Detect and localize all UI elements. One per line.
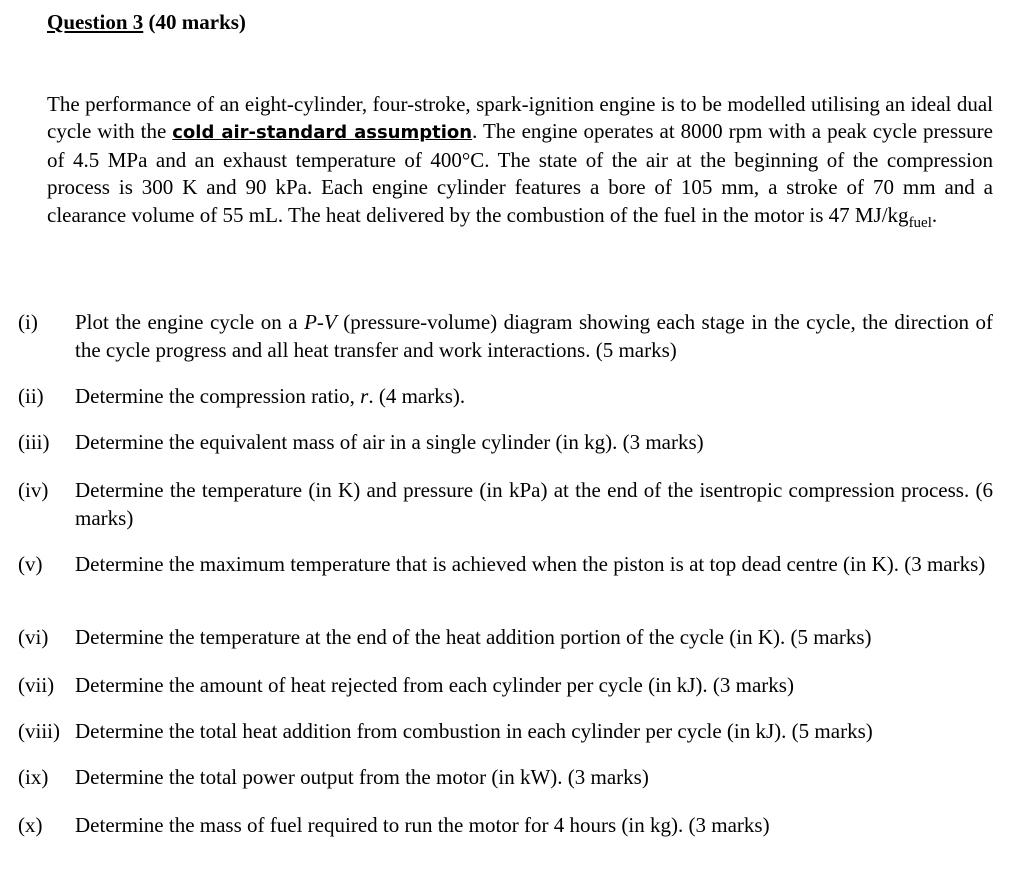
question-item-number: (iv) (18, 478, 49, 502)
question-total-marks: (40 marks) (143, 10, 246, 34)
question-number-label: Question 3 (47, 10, 144, 34)
question-item-number: (v) (18, 552, 43, 576)
question-item-text: Determine the total power output from the motor (in kW). (3 marks) (75, 765, 649, 789)
assumption-term: cold air-standard assumption (172, 122, 473, 144)
question-item-number: (x) (18, 813, 43, 837)
problem-text-part1: The performance of an eight-cylinder, four-stroke, spark-ignition engine is to be modelled utilising an ideal dual cycle with the (47, 92, 993, 144)
question-item-number: (iii) (18, 430, 50, 454)
question-item-number: (i) (18, 310, 38, 334)
question-item-number: (ix) (18, 765, 49, 789)
question-item-ix (18, 764, 993, 792)
question-text-pre: Plot the engine cycle on a (75, 310, 305, 334)
ratio-italic: r (360, 384, 369, 408)
question-item-viii (18, 718, 993, 746)
question-item-text: Determine the amount of heat rejected from each cylinder per cycle (in kJ). (3 marks) (75, 673, 794, 697)
pv-italic: P-V (304, 310, 337, 334)
question-item-i (18, 309, 993, 364)
question-text-post: (pressure-volume) diagram showing each stage in the cycle, the direction of the cycle progress and all heat transfer and work interactions. (5 marks) (75, 310, 993, 362)
question-item-iii (18, 429, 993, 457)
question-item-v (18, 551, 993, 579)
question-item-number: (viii) (18, 719, 60, 743)
question-item-vi (18, 624, 993, 652)
question-item-text: Determine the maximum temperature that is achieved when the piston is at top dead centre (in K). (3 marks) (75, 552, 986, 576)
question-item-iv (18, 477, 993, 532)
question-item-text: Determine the temperature (in K) and pressure (in kPa) at the end of the isentropic compression process. (6 marks) (75, 478, 993, 530)
question-text-pre: Determine the compression ratio, (75, 384, 361, 408)
question-item-x (18, 812, 993, 840)
problem-text-end: . (931, 202, 938, 227)
problem-statement (47, 91, 993, 229)
problem-text-part2: . The engine operates at 8000 rpm with a peak cycle pressure of 4.5 MPa and an exhaust temperature of 400°C. The state of the air at the beginning of the compression process is 300 K and 90 kPa. Each engine cylinder features a bore of 105 mm, a stroke of 70 mm and a clearance volume of 55 mL. The heat delivered by the combustion of the fuel in the motor is 47 MJ/kg (47, 119, 993, 227)
question-item-text: Determine the temperature at the end of the heat addition portion of the cycle (in K). (5 marks) (75, 625, 872, 649)
question-item-vii (18, 672, 993, 700)
question-item-text: Determine the total heat addition from combustion in each cylinder per cycle (in kJ). (5 marks) (75, 719, 873, 743)
question-item-text (75, 309, 993, 364)
fuel-subscript: fuel (908, 214, 932, 231)
question-item-number: (vi) (18, 625, 49, 649)
question-item-number: (ii) (18, 384, 44, 408)
question-item-text: Determine the equivalent mass of air in a single cylinder (in kg). (3 marks) (75, 430, 704, 454)
question-text-post: . (4 marks). (368, 384, 466, 408)
question-item-ii (18, 383, 993, 411)
question-item-text: Determine the mass of fuel required to run the motor for 4 hours (in kg). (3 marks) (75, 813, 770, 837)
question-heading (47, 8, 246, 36)
question-item-text (75, 383, 993, 411)
question-item-number: (vii) (18, 673, 55, 697)
